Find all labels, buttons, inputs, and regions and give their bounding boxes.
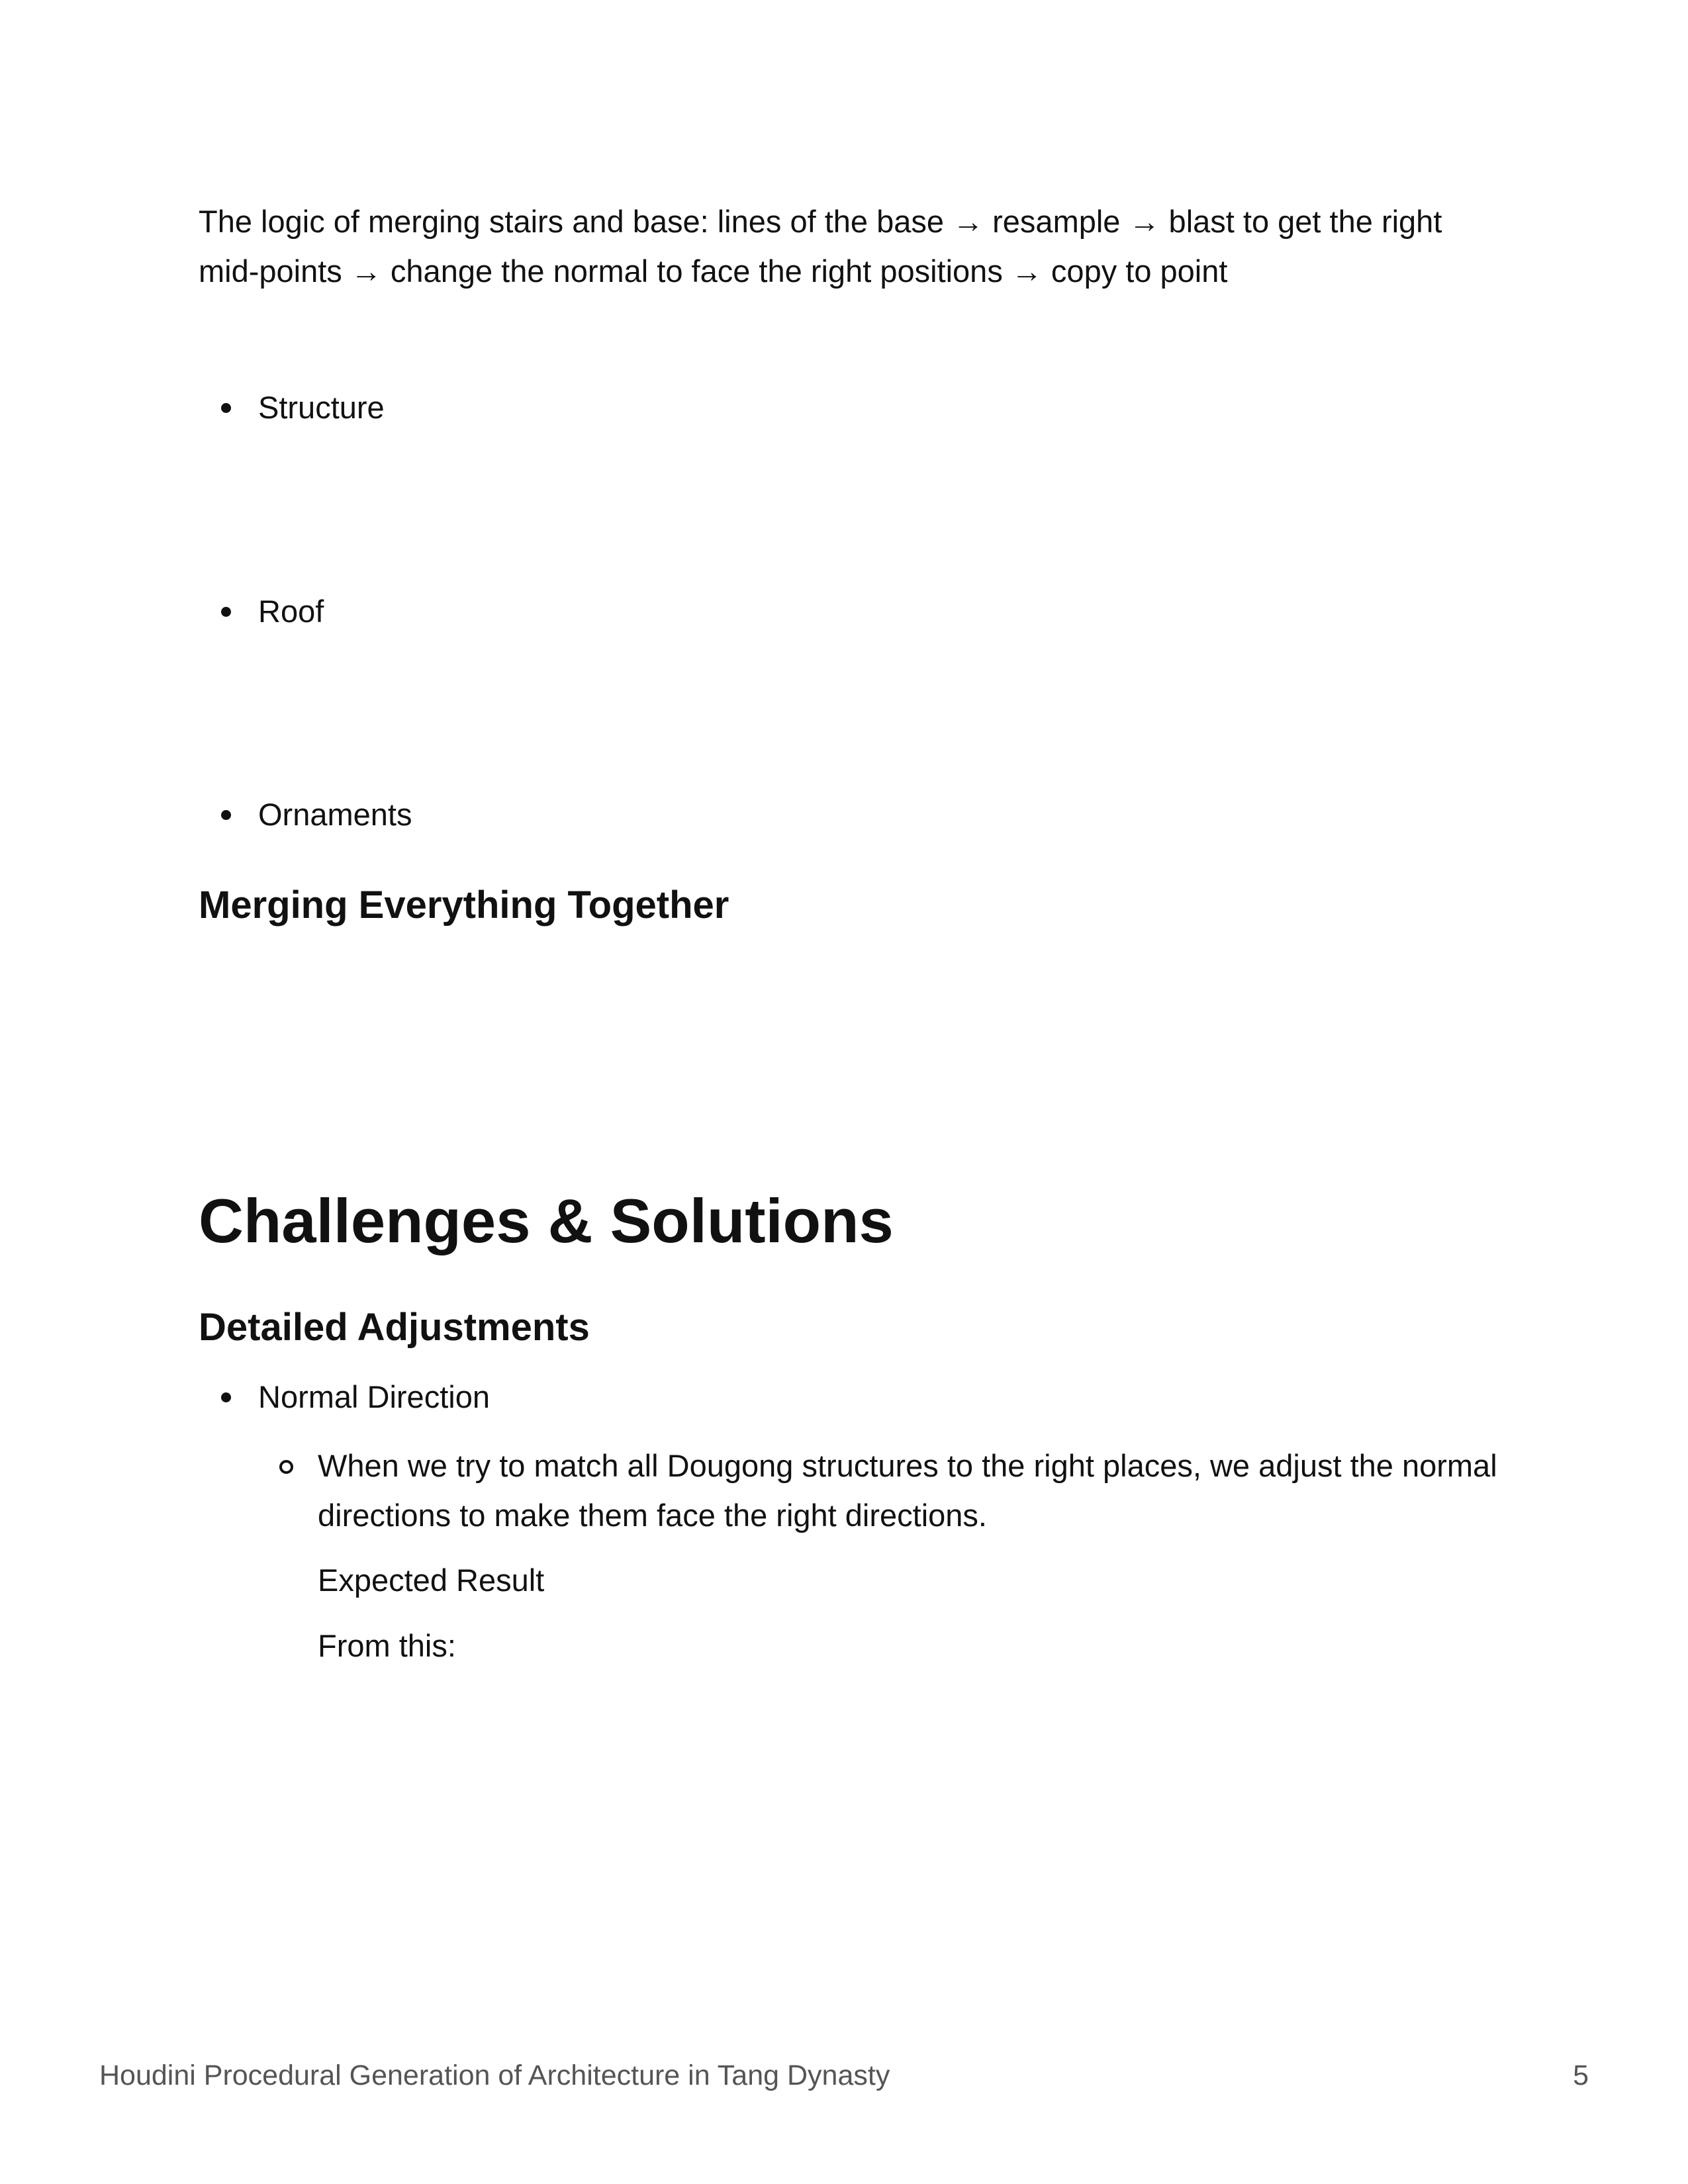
bullet-circle-icon [279,1460,293,1474]
intro-paragraph: The logic of merging stairs and base: lines of the base → resample → blast to get the right mid-points → change the normal to face the right positions → copy to point [199,204,1442,289]
list-item-normal-direction [199,1372,490,1422]
footer-document-title: Houdini Procedural Generation of Architecture in Tang Dynasty [99,2060,890,2091]
list-item-label: Ornaments [258,797,412,832]
list-item-ornaments [199,790,412,839]
list-item-roof [199,586,324,636]
footer-page-number: 5 [1573,2060,1589,2091]
list-item-label: Structure [258,390,385,425]
sub-list-item-text: When we try to match all Dougong structures to the right places, we adjust the normal directions to make them face the right directions. [318,1448,1497,1533]
list-item-label: Roof [258,594,324,629]
heading-detailed-adjustments: Detailed Adjustments [199,1306,590,1349]
bullet-dot-icon [221,403,231,413]
bullet-dot-icon [221,810,231,820]
from-this-label: From this: [318,1628,456,1663]
list-item-label: Normal Direction [258,1379,490,1414]
heading-merging-everything: Merging Everything Together [199,884,729,927]
expected-result-label: Expected Result [318,1563,545,1598]
heading-challenges-solutions: Challenges & Solutions [199,1186,894,1255]
bullet-dot-icon [221,607,231,617]
bullet-dot-icon [221,1392,231,1402]
list-item-structure [199,383,385,432]
sub-list-item-dougong [258,1441,1549,1540]
